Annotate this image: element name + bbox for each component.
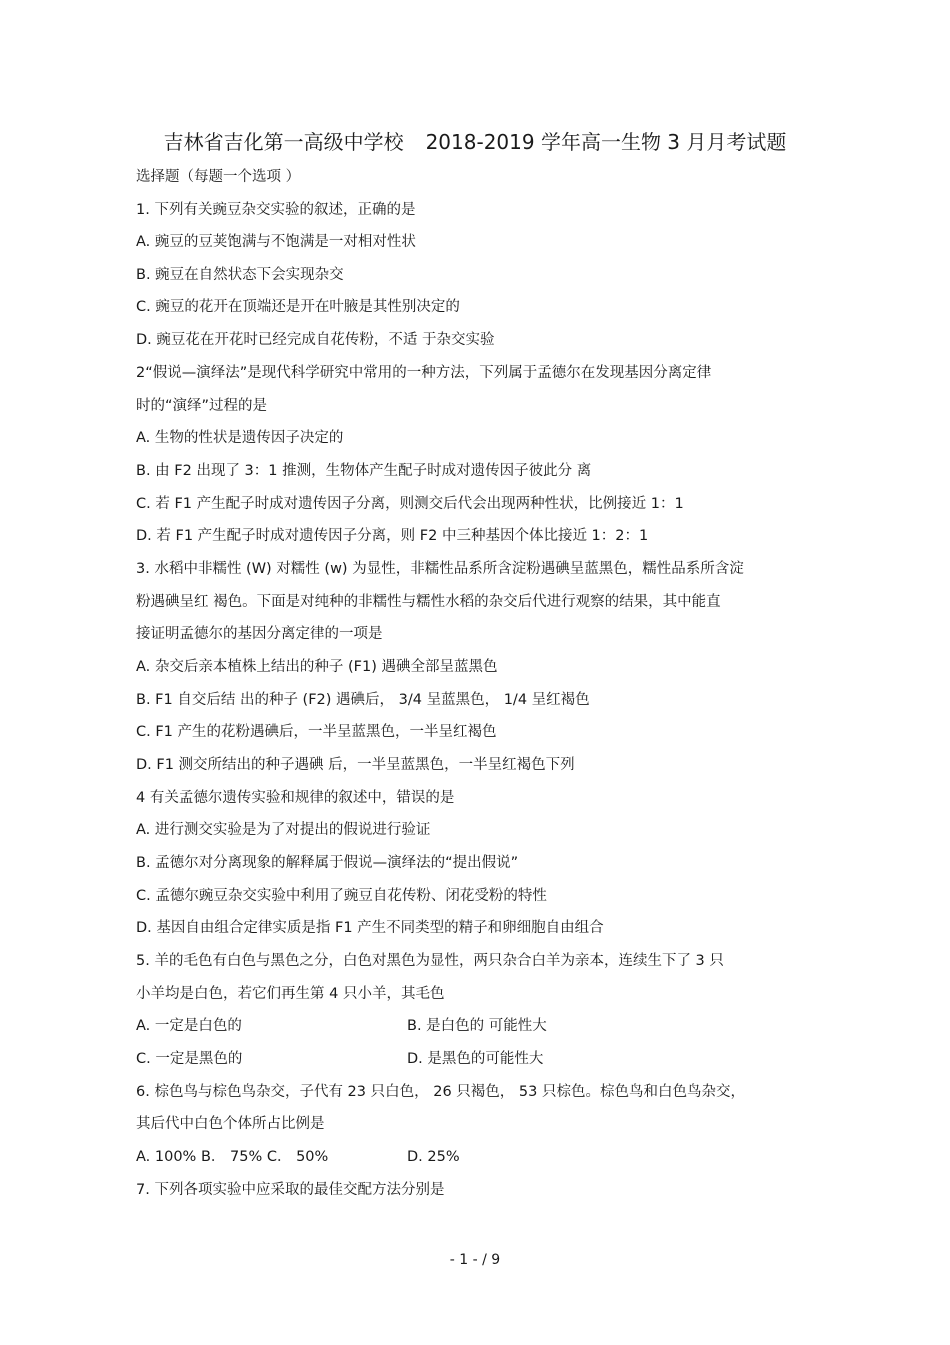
option-line: A. 进行测交实验是为了对提出的假说进行验证: [136, 822, 431, 838]
option-line: C. 一定是黑色的: [136, 1051, 243, 1067]
title-years: 2018-2019: [425, 130, 535, 154]
option-line: B. 豌豆在自然状态下会实现杂交: [136, 267, 344, 283]
option-line: C. 若 F1 产生配子时成对遗传因子分离，则测交后代会出现两种性状，比例接近 1：1: [136, 496, 684, 512]
option-line: A. 100% B． 75% C． 50%: [136, 1149, 329, 1165]
page-number: - 1 - / 9: [449, 1252, 501, 1268]
question-text: 小羊均是白色，若它们再生第 4 只小羊，其毛色: [136, 986, 445, 1002]
option-line: A. 杂交后亲本植株上结出的种子 (F1) 遇碘全部呈蓝黑色: [136, 659, 498, 675]
option-line: D. 若 F1 产生配子时成对遗传因子分离，则 F2 中三种基因个体比接近 1：2：1: [136, 528, 649, 544]
question-text: 接证明孟德尔的基因分离定律的一项是: [136, 626, 383, 642]
option-line: C. F1 产生的花粉遇碘后，一半呈蓝黑色，一半呈红褐色: [136, 724, 497, 740]
question-text: 粉遇碘呈红 褐色。下面是对纯种的非糯性与糯性水稻的杂交后代进行观察的结果，其中能直: [136, 594, 721, 610]
option-line: D. 25%: [407, 1149, 460, 1165]
question-7: 7. 下列各项实验中应采取的最佳交配方法分别是: [136, 1182, 445, 1198]
question-1: 1. 下列有关豌豆杂交实验的叙述，正确的是: [136, 202, 416, 218]
question-text: 其后代中白色个体所占比例是: [136, 1116, 325, 1132]
page-title: [0, 128, 950, 156]
option-line: D. F1 测交所结出的种子遇碘 后，一半呈蓝黑色，一半呈红褐色下列: [136, 757, 575, 773]
question-5: 5. 羊的毛色有白色与黑色之分，白色对黑色为显性，两只杂合白羊为亲本，连续生下了 3 只: [136, 953, 724, 969]
title-school: 吉林省吉化第一高级中学校: [163, 130, 404, 154]
option-line: C. 豌豆的花开在顶端还是开在叶腋是其性别决定的: [136, 299, 460, 315]
option-line: C. 孟德尔豌豆杂交实验中利用了豌豆自花传粉、闭花受粉的特性: [136, 888, 547, 904]
option-line: A. 豌豆的豆荚饱满与不饱满是一对相对性状: [136, 234, 416, 250]
option-line: A. 一定是白色的: [136, 1018, 242, 1034]
title-rest: 学年高一生物 3 月月考试题: [540, 130, 787, 154]
question-4: 4 有关孟德尔遗传实验和规律的叙述中，错误的是: [136, 790, 455, 806]
option-line: D. 豌豆花在开花时已经完成自花传粉，不适 于杂交实验: [136, 332, 495, 348]
section-heading: 选择题（每题一个选项 ）: [136, 169, 301, 185]
question-2: 2“假说—演绎法”是现代科学研究中常用的一种方法，下列属于孟德尔在发现基因分离定律: [136, 365, 712, 381]
option-line: B. 是白色的 可能性大: [407, 1018, 547, 1034]
option-line: B. 孟德尔对分离现象的解释属于假说—演绎法的“提出假说”: [136, 855, 519, 871]
option-line: D. 基因自由组合定律实质是指 F1 产生不同类型的精子和卵细胞自由组合: [136, 920, 604, 936]
option-line: B. F1 自交后结 出的种子 (F2) 遇碘后， 3/4 呈蓝黑色， 1/4 呈红褐色: [136, 692, 590, 708]
option-line: B. 由 F2 出现了 3：1 推测，生物体产生配子时成对遗传因子彼此分 离: [136, 463, 592, 479]
option-line: A. 生物的性状是遗传因子决定的: [136, 430, 344, 446]
question-text: 时的“演绎”过程的是: [136, 398, 268, 414]
question-6: 6. 棕色鸟与棕色鸟杂交，子代有 23 只白色， 26 只褐色， 53 只棕色。棕色鸟和白色鸟杂交，: [136, 1084, 745, 1100]
question-3: 3. 水稻中非糯性 (W) 对糯性 (w) 为显性，非糯性品系所含淀粉遇碘呈蓝黑色，糯性品系所含淀: [136, 561, 744, 577]
option-line: D. 是黑色的可能性大: [407, 1051, 544, 1067]
